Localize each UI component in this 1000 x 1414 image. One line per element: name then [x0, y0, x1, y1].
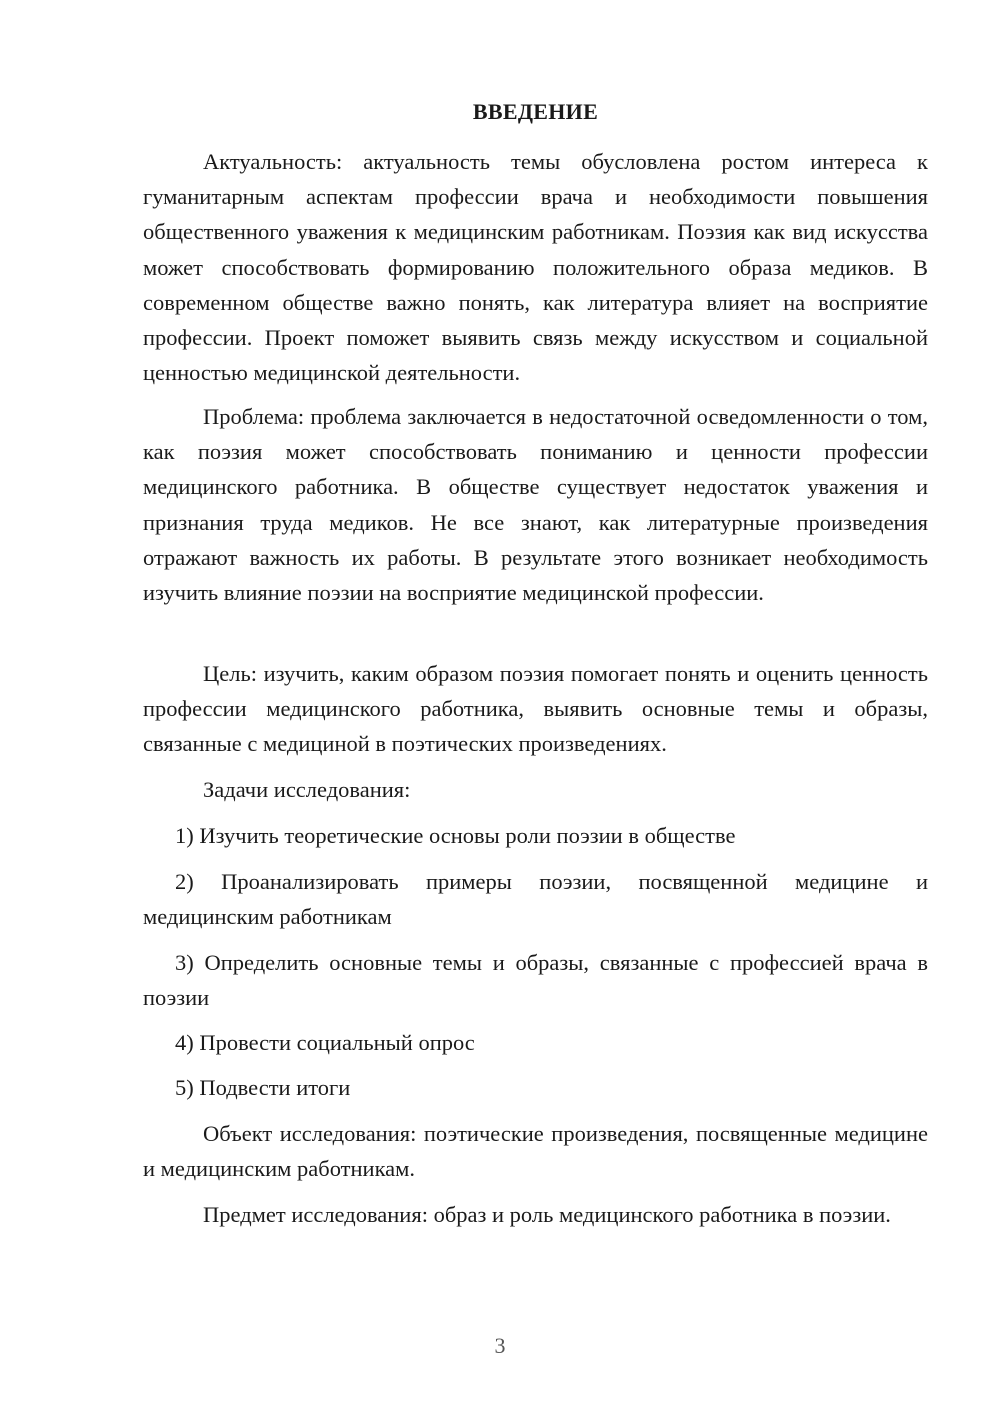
paragraph-problem: Проблема: проблема заключается в недостаточной осведомленности о том, как поэзия может способствовать пониманию и ценности профессии медицинского работника. В обществе существует недостаток уважения и признания труда медиков. Не все знают, как литературные произведения отражают важность их работы. В результате этого возникает необходимость изучить влияние поэзии на восприятие медицинской профессии.	[143, 404, 928, 606]
tasks-heading: Задачи исследования:	[203, 777, 411, 802]
section-title: ВВЕДЕНИЕ	[472, 99, 599, 124]
task-item-1: 1) Изучить теоретические основы роли поэзии в обществе	[175, 823, 736, 848]
task-item-4: 4) Провести социальный опрос	[175, 1030, 475, 1055]
task-item-5: 5) Подвести итоги	[175, 1075, 351, 1100]
task-item-2: 2) Проанализировать примеры поэзии, посвященной медицине и медицинским работникам	[143, 869, 928, 930]
paragraph-subject: Предмет исследования: образ и роль медицинского работника в поэзии.	[203, 1202, 891, 1227]
paragraph-object: Объект исследования: поэтические произведения, посвященные медицине и медицинским работникам.	[143, 1121, 928, 1182]
task-item-3: 3) Определить основные темы и образы, связанные с профессией врача в поэзии	[143, 950, 928, 1011]
paragraph-relevance: Актуальность: актуальность темы обусловлена ростом интереса к гуманитарным аспектам профессии врача и необходимости повышения общественного уважения к медицинским работникам. Поэзия как вид искусства может способствовать формированию положительного образа медиков. В современном обществе важно понять, как литература влияет на восприятие профессии. Проект поможет выявить связь между искусством и социальной ценностью медицинской деятельности.	[143, 149, 928, 386]
paragraph-goal: Цель: изучить, каким образом поэзия помогает понять и оценить ценность профессии медицинского работника, выявить основные темы и образы, связанные с медициной в поэтических произведениях.	[143, 661, 928, 757]
page-number: 3	[494, 1333, 506, 1358]
